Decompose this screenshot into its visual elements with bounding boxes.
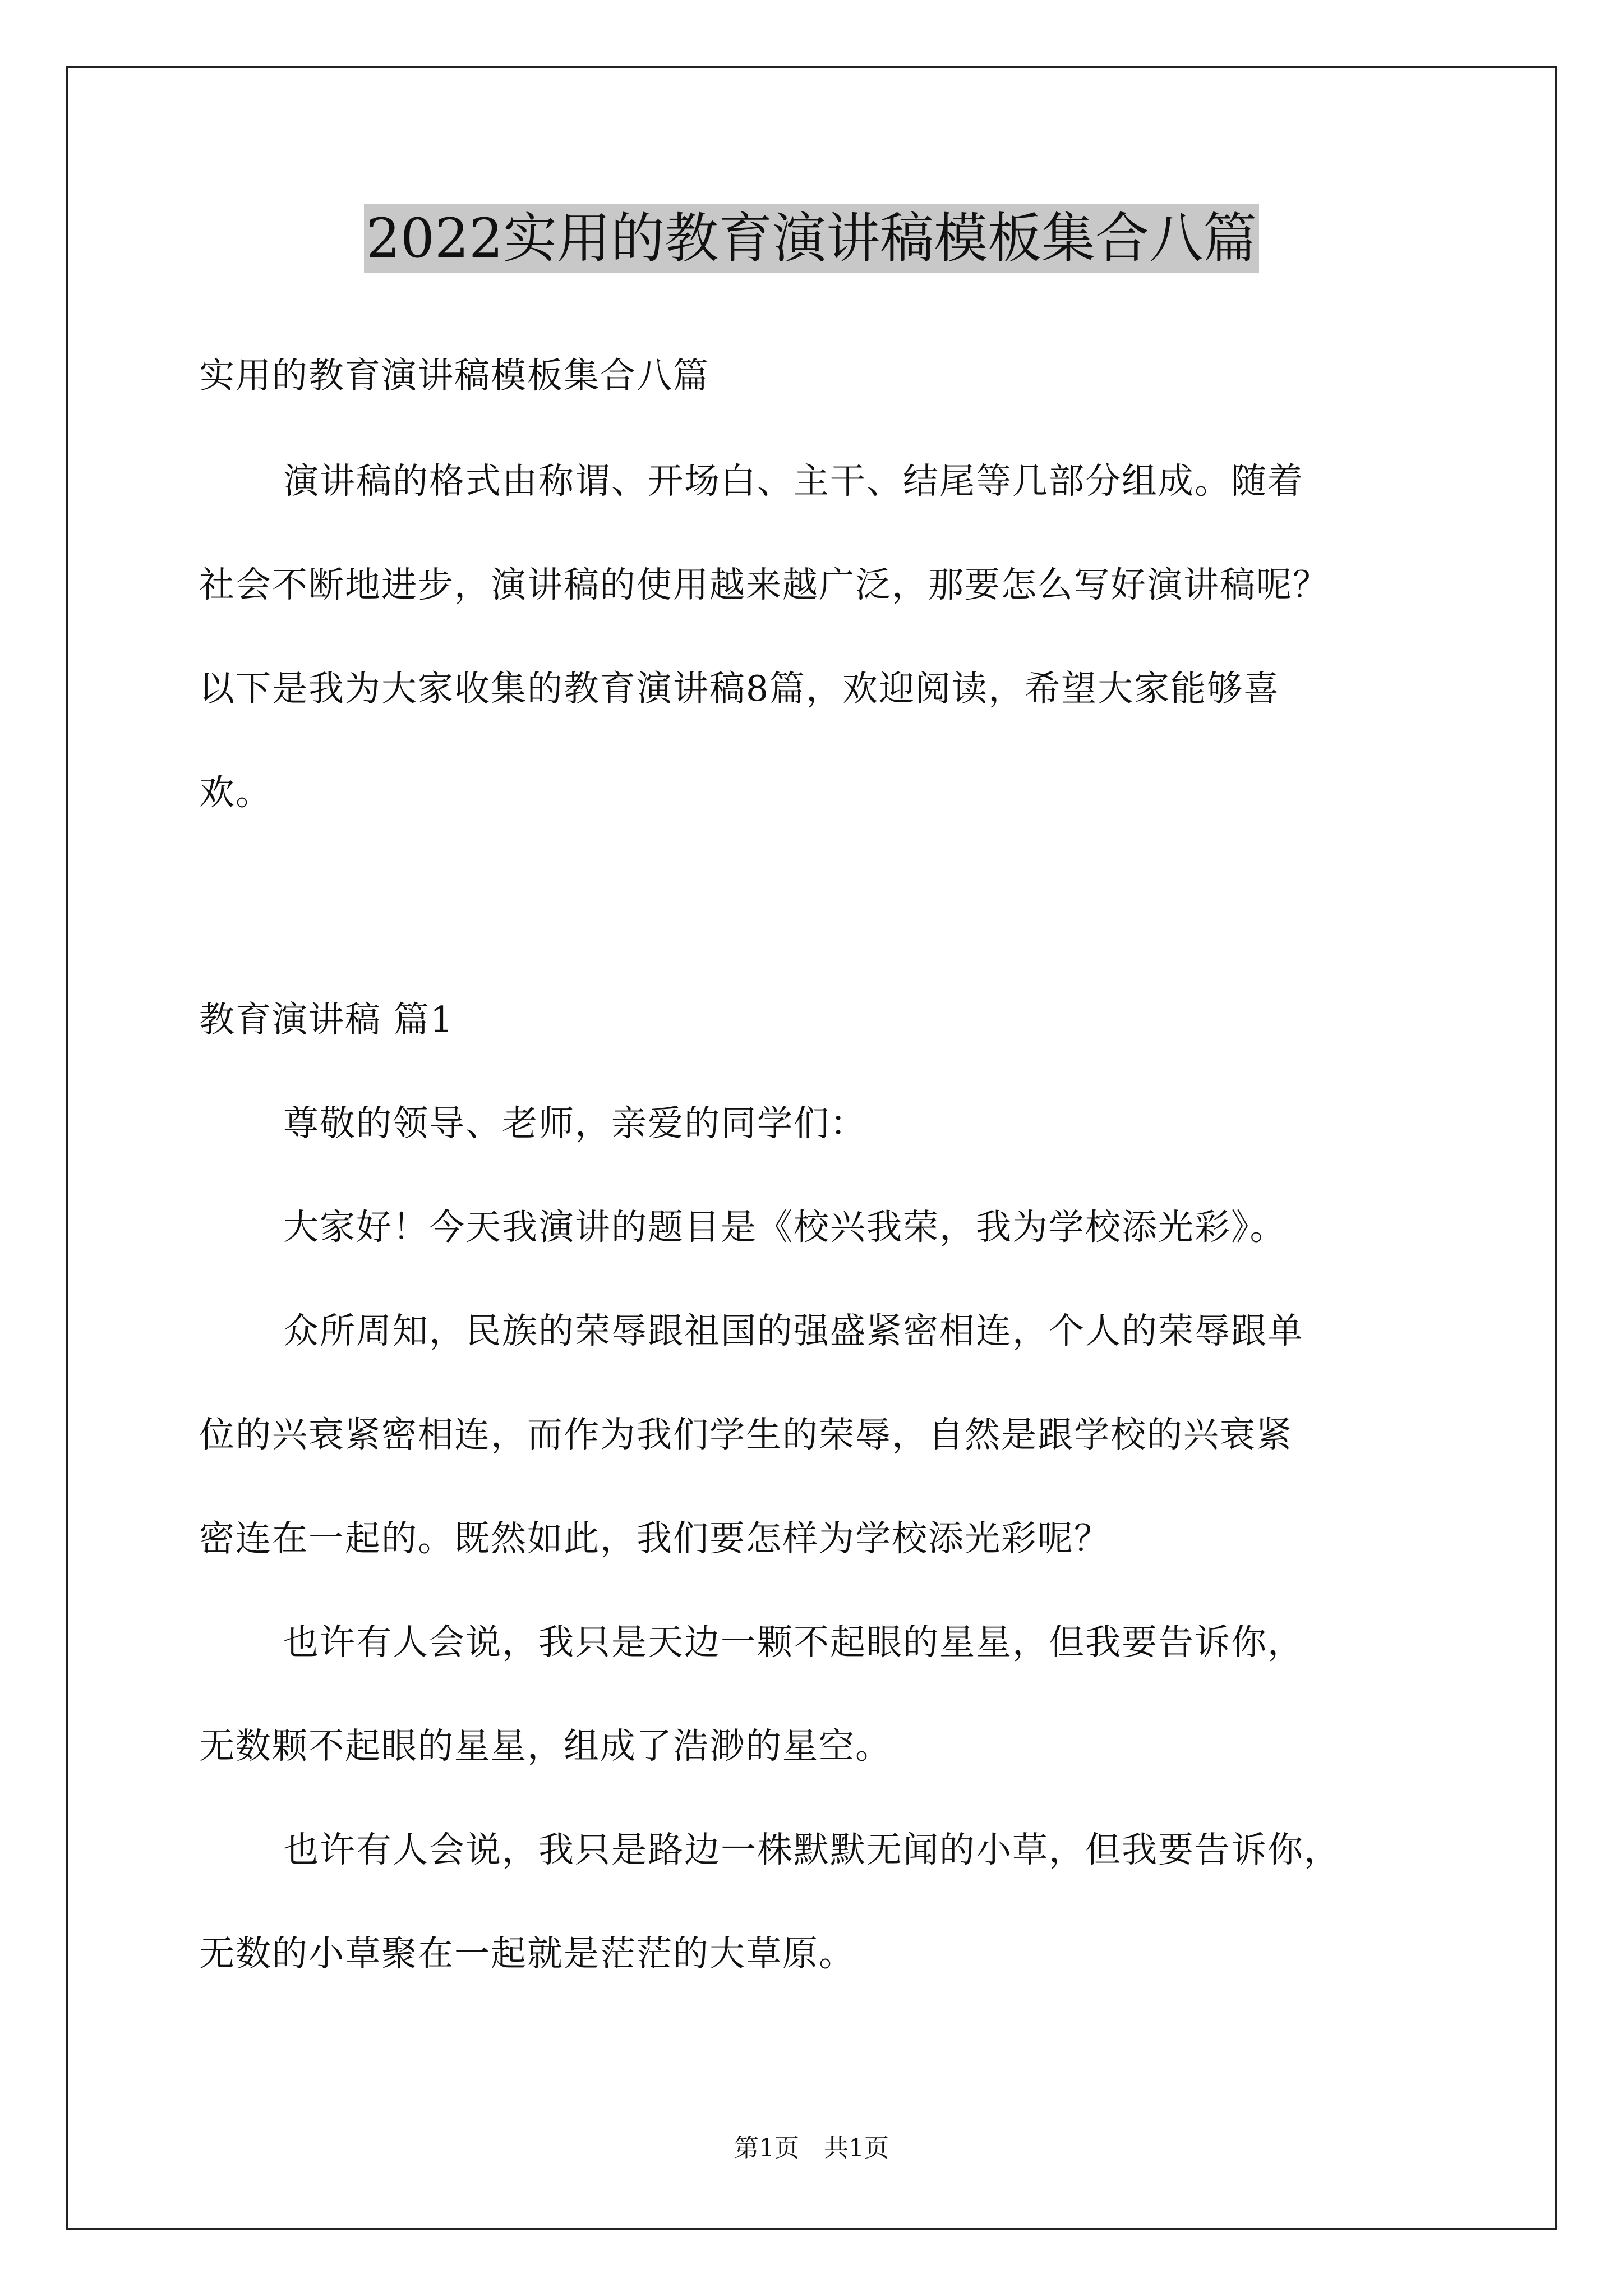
body-line-8: 也许有人会说，我只是路边一株默默无闻的小草，但我要告诉你， <box>283 1829 1340 1870</box>
body-line-6: 也许有人会说，我只是天边一颗不起眼的星星，但我要告诉你， <box>283 1622 1304 1663</box>
document-title <box>0 202 1623 275</box>
body-line-2: 大家好！今天我演讲的题目是《校兴我荣，我为学校添光彩》。 <box>283 1207 1287 1248</box>
section-heading: 教育演讲稿 篇1 <box>199 999 454 1040</box>
intro-line-4: 欢。 <box>199 772 272 813</box>
intro-line-2: 社会不断地进步，演讲稿的使用越来越广泛，那要怎么写好演讲稿呢？ <box>199 564 1329 605</box>
body-line-5: 密连在一起的。既然如此，我们要怎样为学校添光彩呢？ <box>199 1518 1110 1559</box>
document-subtitle: 实用的教育演讲稿模板集合八篇 <box>199 355 709 396</box>
intro-line-3: 以下是我为大家收集的教育演讲稿8篇，欢迎阅读，希望大家能够喜 <box>199 668 1280 709</box>
body-line-1: 尊敬的领导、老师，亲爱的同学们： <box>283 1103 866 1144</box>
body-line-9: 无数的小草聚在一起就是茫茫的大草原。 <box>199 1933 855 1974</box>
intro-line-1: 演讲稿的格式由称谓、开场白、主干、结尾等几部分组成。随着 <box>283 461 1304 501</box>
document-title-text: 2022实用的教育演讲稿模板集合八篇 <box>364 204 1259 273</box>
body-line-4: 位的兴衰紧密相连，而作为我们学生的荣辱，自然是跟学校的兴衰紧 <box>199 1414 1293 1455</box>
page-number-footer: 第1页 共1页 <box>734 2134 889 2162</box>
body-line-3: 众所周知，民族的荣辱跟祖国的强盛紧密相连，个人的荣辱跟单 <box>283 1310 1304 1351</box>
body-line-7: 无数颗不起眼的星星，组成了浩渺的星空。 <box>199 1726 892 1766</box>
